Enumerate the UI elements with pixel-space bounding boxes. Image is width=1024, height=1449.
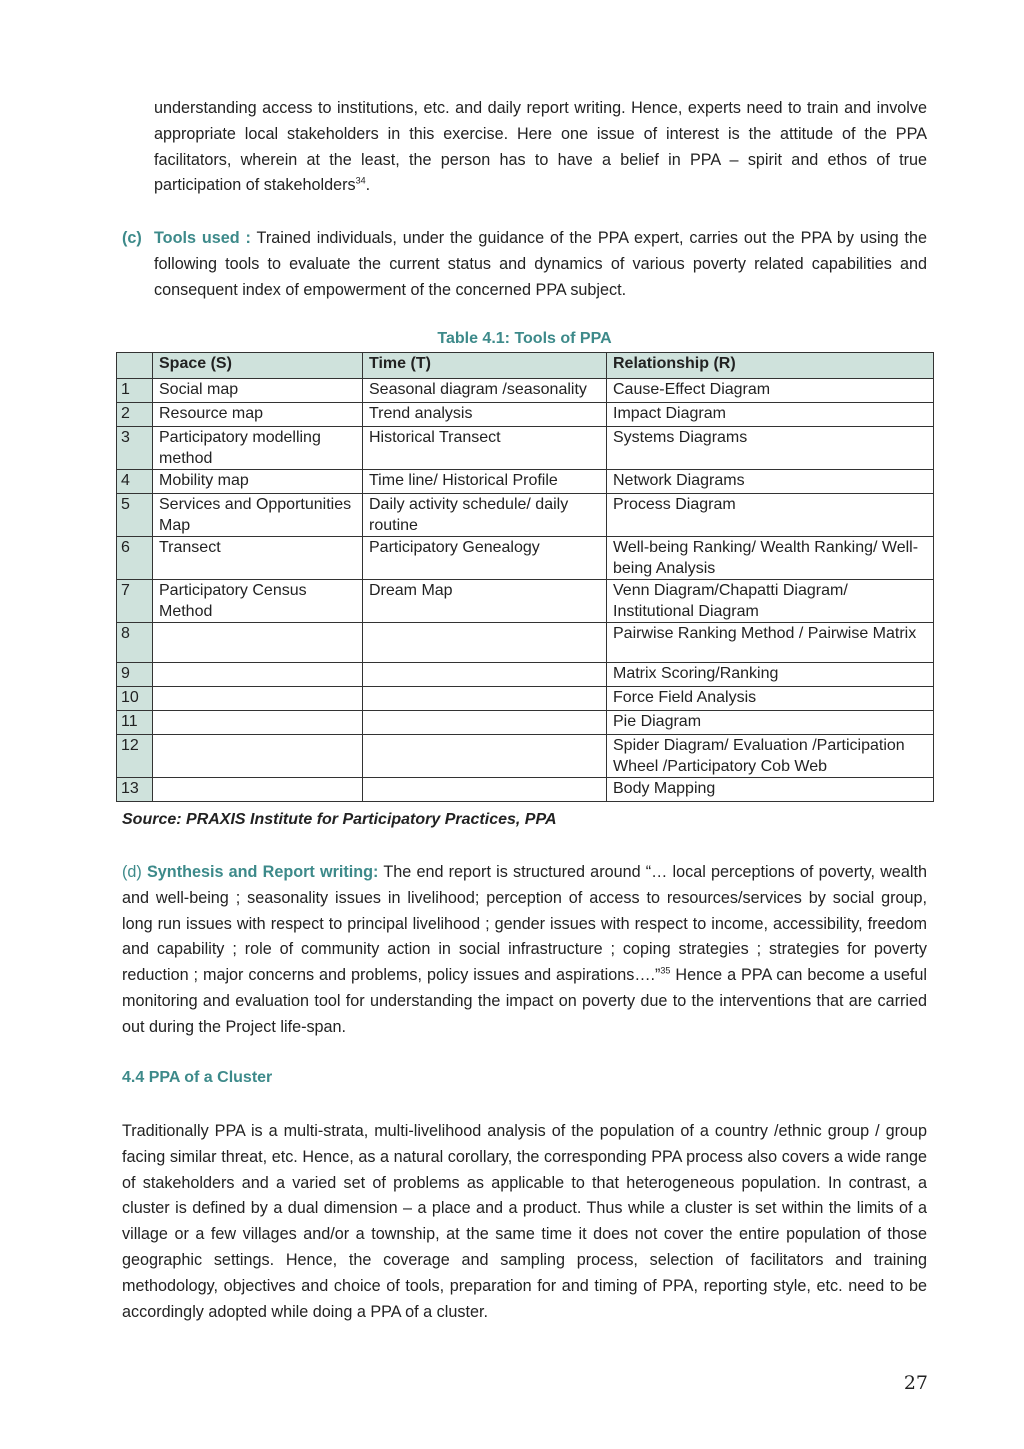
intro-end: . [365, 176, 371, 195]
time-cell: Historical Transect [363, 427, 607, 470]
table-row [117, 580, 934, 623]
space-cell: Services and Opportunities Map [153, 494, 363, 537]
section-c-text: Trained individuals, under the guidance of the PPA expert, carries out the PPA by using the following tools to evaluate the current status and dynamics of various poverty related capabilities and consequent index of empowerment of the concerned PPA subject. [154, 229, 927, 299]
time-cell: Time line/ Historical Profile [363, 470, 607, 494]
relationship-cell: Body Mapping [607, 778, 934, 802]
space-cell [153, 735, 363, 778]
section-c [122, 226, 927, 303]
row-number: 5 [117, 494, 153, 537]
footnote-ref: 34 [355, 176, 366, 186]
time-cell [363, 663, 607, 687]
table-row [117, 735, 934, 778]
row-number: 13 [117, 778, 153, 802]
row-number: 2 [117, 403, 153, 427]
space-cell [153, 623, 363, 663]
relationship-cell: Pie Diagram [607, 711, 934, 735]
table-row [117, 663, 934, 687]
relationship-cell: Matrix Scoring/Ranking [607, 663, 934, 687]
time-cell: Dream Map [363, 580, 607, 623]
cluster-paragraph: Traditionally PPA is a multi-strata, multi-livelihood analysis of the population of a country /ethnic group / group facing similar threat, etc. Hence, as a natural corollary, the corresponding PPA process also covers a wide range of stakeholders and a varied set of problems as applicable to that heterogeneous population. In contrast, a cluster is defined by a dual dimension – a place and a product. Thus while a cluster is set within the limits of a village or a few villages and/or a township, at the same time it does not cover the entire population of those geographic settings. Hence, the coverage and sampling process, selection of facilitators and training methodology, objectives and choice of tools, preparation for and timing of PPA, reporting style, etc. need to be accordingly adopted while doing a PPA of a cluster. [122, 1122, 927, 1321]
row-number: 7 [117, 580, 153, 623]
section-c-title: Tools used : [154, 229, 251, 247]
tools-table [116, 352, 934, 802]
section-c-label: (c) [122, 229, 142, 247]
space-cell [153, 687, 363, 711]
row-number: 4 [117, 470, 153, 494]
section-d [122, 860, 927, 1041]
row-number: 10 [117, 687, 153, 711]
table-source: Source: PRAXIS Institute for Participatory Practices, PPA [122, 811, 557, 828]
time-cell: Daily activity schedule/ daily routine [363, 494, 607, 537]
relationship-cell: Cause-Effect Diagram [607, 379, 934, 403]
table-row [117, 623, 934, 663]
space-cell: Participatory modelling method [153, 427, 363, 470]
space-cell: Participatory Census Method [153, 580, 363, 623]
row-number: 9 [117, 663, 153, 687]
row-number: 8 [117, 623, 153, 663]
table-row [117, 379, 934, 403]
time-cell: Trend analysis [363, 403, 607, 427]
relationship-cell: Force Field Analysis [607, 687, 934, 711]
time-cell: Seasonal diagram /seasonality [363, 379, 607, 403]
header-time: Time (T) [363, 353, 607, 379]
header-number [117, 353, 153, 379]
time-cell [363, 778, 607, 802]
time-cell: Participatory Genealogy [363, 537, 607, 580]
space-cell [153, 663, 363, 687]
row-number: 6 [117, 537, 153, 580]
table-row [117, 537, 934, 580]
table-title: Table 4.1: Tools of PPA [437, 330, 612, 347]
space-cell: Resource map [153, 403, 363, 427]
time-cell [363, 735, 607, 778]
section-d-label: (d) [122, 863, 142, 881]
page-number: 27 [903, 1372, 928, 1394]
section-d-title: Synthesis and Report writing: [147, 863, 379, 881]
relationship-cell: Systems Diagrams [607, 427, 934, 470]
intro-paragraph [154, 96, 927, 199]
table-row [117, 711, 934, 735]
relationship-cell: Network Diagrams [607, 470, 934, 494]
space-cell [153, 778, 363, 802]
row-number: 11 [117, 711, 153, 735]
table-row [117, 470, 934, 494]
table-row [117, 427, 934, 470]
relationship-cell: Pairwise Ranking Method / Pairwise Matrix [607, 623, 934, 663]
space-cell: Social map [153, 379, 363, 403]
relationship-cell: Impact Diagram [607, 403, 934, 427]
table-body [117, 379, 934, 802]
relationship-cell: Well-being Ranking/ Wealth Ranking/ Well-being Analysis [607, 537, 934, 580]
relationship-cell: Process Diagram [607, 494, 934, 537]
time-cell [363, 623, 607, 663]
table-row [117, 687, 934, 711]
relationship-cell: Venn Diagram/Chapatti Diagram/ Institutional Diagram [607, 580, 934, 623]
section-d-text-after: Hence a PPA can become a useful monitoring and evaluation tool for understanding the impact on poverty due to the interventions that are carried out during the Project life-span. [122, 966, 927, 1036]
table-row [117, 494, 934, 537]
time-cell [363, 687, 607, 711]
row-number: 12 [117, 735, 153, 778]
table-row [117, 403, 934, 427]
section-heading: 4.4 PPA of a Cluster [122, 1069, 273, 1086]
table-header-row [117, 353, 934, 379]
space-cell [153, 711, 363, 735]
space-cell: Mobility map [153, 470, 363, 494]
footnote-ref: 35 [660, 965, 671, 976]
table-row [117, 778, 934, 802]
row-number: 3 [117, 427, 153, 470]
relationship-cell: Spider Diagram/ Evaluation /Participation Wheel /Participatory Cob Web [607, 735, 934, 778]
space-cell: Transect [153, 537, 363, 580]
header-relationship: Relationship (R) [607, 353, 934, 379]
time-cell [363, 711, 607, 735]
intro-text: understanding access to institutions, etc. and daily report writing. Hence, experts need to train and involve appropriate local stakeholders in this exercise. Here one issue of interest is the attitude of the PPA facilitators, wherein at the least, the person has to have a belief in PPA – spirit and ethos of true participation of stakeholders [154, 99, 927, 195]
header-space: Space (S) [153, 353, 363, 379]
row-number: 1 [117, 379, 153, 403]
section-d-text-before: The end report is structured around “… local perceptions of poverty, wealth and well-being ; seasonality issues in livelihood; perception of access to resources/services by social group, long run issues with respect to principal livelihood ; gender issues with respect to income, accessibility, freedom and capability ; role of community action in social infrastructure ; coping strategies ; strategies for poverty reduction ; major concerns and problems, policy issues and aspirations….” [122, 863, 927, 985]
